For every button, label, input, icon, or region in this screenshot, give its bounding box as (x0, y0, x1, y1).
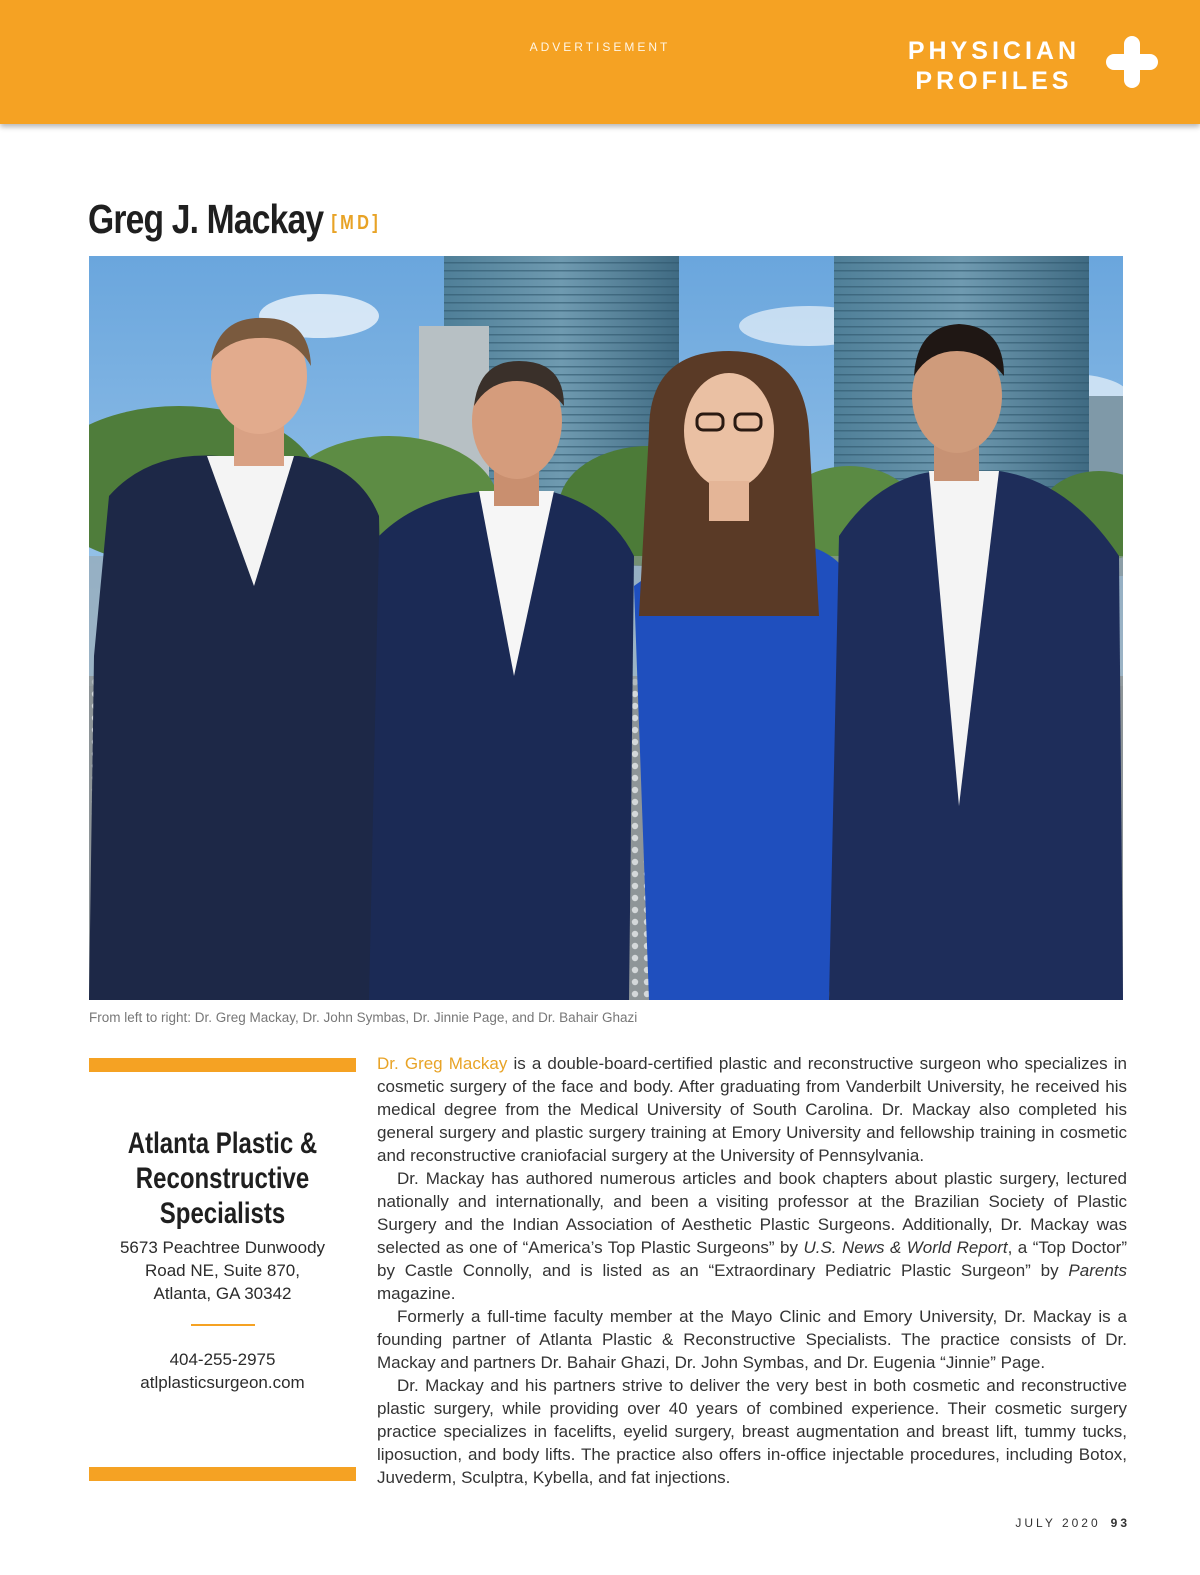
address-line3: Atlanta, GA 30342 (153, 1284, 292, 1303)
body-paragraph-4: Dr. Mackay and his partners strive to deliver the very best in both cosmetic and reconstructive plastic surgery, while providing over 40 years of combined experience. Their cosmetic surgery practice specializes in facelifts, eyelid surgery, breast augmentation and breast lift, tummy tucks, liposuction, and body lifts. The practice also offers in-office injectable procedures, including Botox, Juvederm, Sculptra, Kybella, and fat injections. (377, 1376, 1127, 1487)
body-paragraph-2-text-c: magazine. (377, 1284, 456, 1303)
practice-name-line1: Atlanta Plastic & (127, 1127, 318, 1160)
advertisement-label: ADVERTISEMENT (529, 40, 671, 54)
publication-name-parents: Parents (1068, 1261, 1127, 1280)
sidebar-bottom-rule (89, 1467, 356, 1481)
sidebar-top-rule (89, 1058, 356, 1072)
address-line1: 5673 Peachtree Dunwoody (119, 1238, 326, 1257)
body-paragraph-1-text: is a double-board-certified plastic and reconstructive surgeon who specializes in cosmetic surgery of the face and body. After graduating from Vanderbilt University, he received his medical degree from the Medical University of South Carolina. Dr. Mackay also completed his general surgery and plastic surgery training at Emory University and fellowship training in cosmetic and reconstructive craniofacial surgery at the University of Pennsylvania. (377, 1054, 1127, 1165)
issue-date: JULY 2020 (1015, 1516, 1101, 1530)
website-link[interactable]: atlplasticsurgeon.com (140, 1373, 305, 1392)
body-paragraph-3: Formerly a full-time faculty member at the Mayo Clinic and Emory University, Dr. Mackay is a founding partner of Atlanta Plastic & Reconstructive Specialists. The practice consists of Dr. Mackay and partners Dr. Bahair Ghazi, Dr. John Symbas, and Dr. Eugenia “Jinnie” Page. (377, 1307, 1127, 1372)
address-line2: Road NE, Suite 870, (145, 1261, 300, 1280)
doctor-name-highlight: Dr. Greg Mackay (377, 1054, 508, 1073)
page-footer (1015, 1516, 1130, 1530)
group-photo-illustration (89, 256, 1123, 1000)
section-title-line1: PHYSICIAN (907, 37, 1080, 65)
body-paragraph-2-text-b: , a “Top Doctor” by Castle Connolly, and is listed as an “Extraordinary Pediatric Plastic Surgeon” by (377, 1238, 1127, 1280)
photo-caption: From left to right: Dr. Greg Mackay, Dr. John Symbas, Dr. Jinnie Page, and Dr. Bahair Ghazi (89, 1010, 638, 1025)
credential-badge: [MD] (331, 212, 381, 234)
section-title-line2: PROFILES (915, 67, 1073, 95)
practice-info (89, 1126, 356, 1394)
contact-divider (191, 1324, 255, 1326)
plus-icon (1104, 34, 1160, 90)
practice-contact (89, 1348, 356, 1394)
page-number: 93 (1110, 1516, 1130, 1530)
body-paragraph-2-text-a: Dr. Mackay has authored numerous articles and book chapters about plastic surgery, lectured nationally and internationally, and been a visiting professor at the Brazilian Society of Plastic Surgery and the Indian Association of Aesthetic Plastic Surgeons. Additionally, Dr. Mackay was selected as one of “America’s Top Plastic Surgeons” by (377, 1169, 1127, 1257)
phone-number: 404-255-2975 (169, 1350, 276, 1369)
section-title (908, 36, 1080, 96)
practice-name-line3: Specialists (159, 1197, 286, 1230)
profile-body (377, 1052, 1127, 1489)
publication-name-usnews: U.S. News & World Report (803, 1238, 1008, 1257)
header-banner (0, 0, 1200, 124)
doctor-name: Greg J. Mackay (88, 196, 324, 242)
body-paragraph-2 (377, 1167, 1127, 1305)
profile-title (88, 196, 381, 243)
practice-address (89, 1236, 356, 1305)
practice-name-line2: Reconstructive (135, 1162, 310, 1195)
group-photo (89, 256, 1123, 1000)
practice-name (92, 1126, 354, 1231)
body-paragraph-1 (377, 1052, 1127, 1167)
